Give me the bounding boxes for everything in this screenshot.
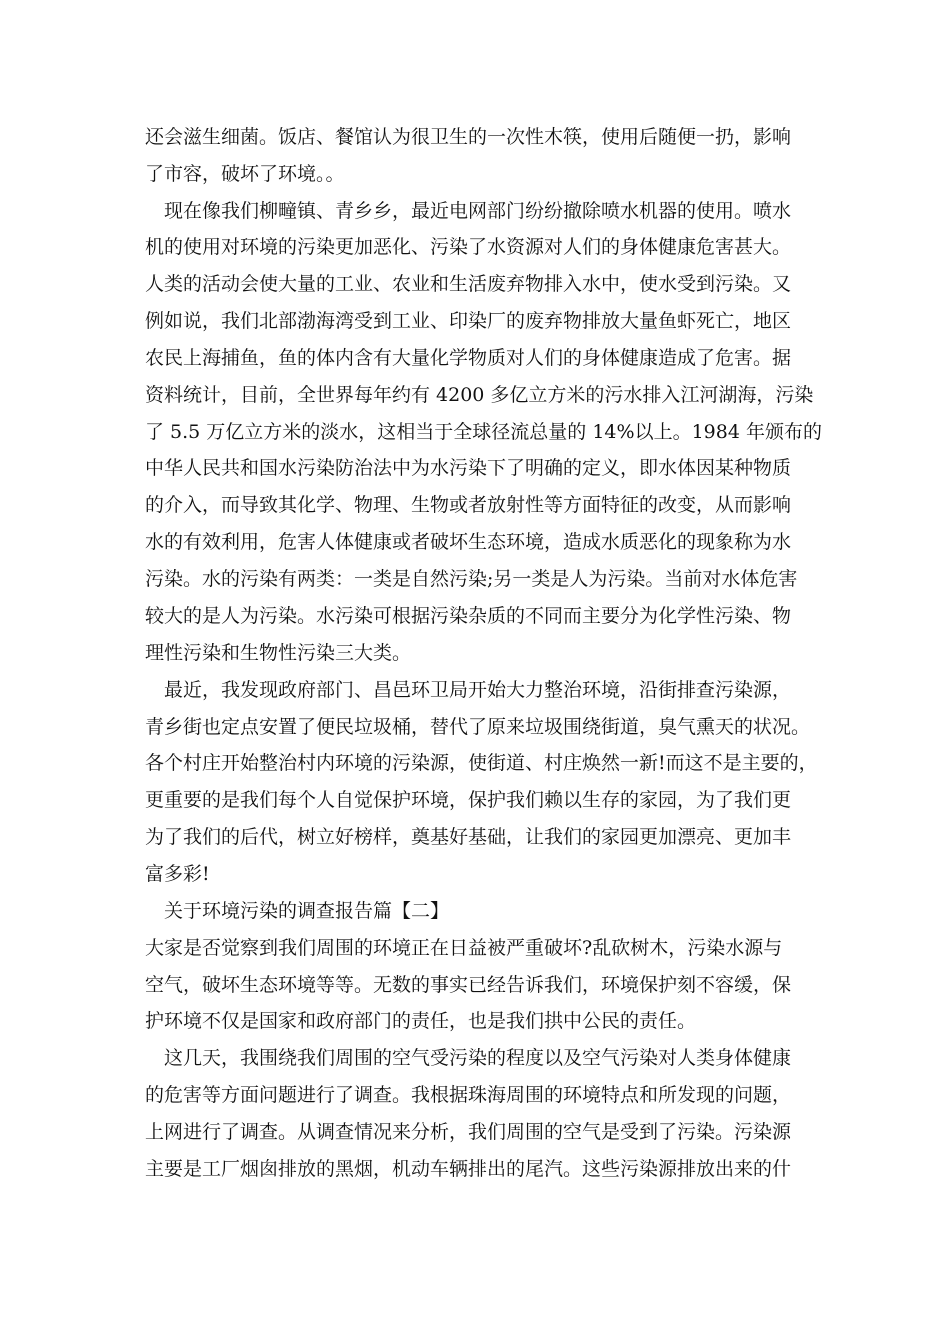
text-line: 这几天，我围绕我们周围的空气受污染的程度以及空气污染对人类身体健康: [145, 1047, 792, 1069]
text-line: 较大的是人为污染。水污染可根据污染杂质的不同而主要分为化学性污染、物: [145, 605, 792, 627]
text-line: 还会滋生细菌。饭店、餐馆认为很卫生的一次性木筷，使用后随便一扔，影响: [145, 126, 792, 148]
text-line: 理性污染和生物性污染三大类。: [145, 642, 412, 664]
text-line: 青乡街也定点安置了便民垃圾桶，替代了原来垃圾围绕街道，臭气熏天的状况。: [145, 716, 811, 738]
text-line: 人类的活动会使大量的工业、农业和生活废弃物排入水中，使水受到污染。又: [145, 273, 792, 295]
text-line: 护环境不仅是国家和政府部门的责任，也是我们拱中公民的责任。: [145, 1010, 697, 1032]
text-line: 的危害等方面问题进行了调查。我根据珠海周围的环境特点和所发现的问题，: [145, 1084, 792, 1106]
text-line: 的介入，而导致其化学、物理、生物或者放射性等方面特征的改变，从而影响: [145, 494, 792, 516]
text-line: 了市容，破坏了环境。。: [145, 163, 345, 185]
text-line: 农民上海捕鱼，鱼的体内含有大量化学物质对人们的身体健康造成了危害。据: [145, 347, 792, 369]
text-line: 例如说，我们北部渤海湾受到工业、印染厂的废弃物排放大量鱼虾死亡，地区: [145, 310, 792, 332]
text-line: 为了我们的后代，树立好榜样，奠基好基础，让我们的家园更加漂亮、更加丰: [145, 826, 792, 848]
text-line: 了 5.5 万亿立方米的淡水，这相当于全球径流总量的 14%以上。1984 年颁布的: [145, 421, 822, 443]
text-line: 空气，破坏生态环境等等。无数的事实已经告诉我们，环境保护刻不容缓，保: [145, 974, 792, 996]
text-line: 现在像我们柳疃镇、青乡乡，最近电网部门纷纷撤除喷水机器的使用。喷水: [145, 200, 792, 222]
text-line: 上网进行了调查。从调查情况来分析，我们周围的空气是受到了污染。污染源: [145, 1121, 792, 1143]
text-line: 大家是否觉察到我们周围的环境正在日益被严重破坏?乱砍树木，污染水源与: [145, 937, 783, 959]
text-line: 机的使用对环境的污染更加恶化、污染了水资源对人们的身体健康危害甚大。: [145, 236, 792, 258]
text-line: 中华人民共和国水污染防治法中为水污染下了明确的定义，即水体因某种物质: [145, 457, 792, 479]
text-line: 资料统计，目前，全世界每年约有 4200 多亿立方米的污水排入江河湖海，污染: [145, 384, 814, 406]
text-line: 富多彩!: [145, 863, 210, 885]
text-line: 更重要的是我们每个人自觉保护环境，保护我们赖以生存的家园，为了我们更: [145, 789, 792, 811]
text-line: 主要是工厂烟囱排放的黑烟，机动车辆排出的尾汽。这些污染源排放出来的什: [145, 1158, 792, 1180]
text-line: 水的有效利用，危害人体健康或者破坏生态环境，造成水质恶化的现象称为水: [145, 531, 792, 553]
text-line: 各个村庄开始整治村内环境的污染源，使街道、村庄焕然一新!而这不是主要的，: [145, 752, 818, 774]
text-line: 污染。水的污染有两类：一类是自然污染;另一类是人为污染。当前对水体危害: [145, 568, 798, 590]
section-heading: 关于环境污染的调查报告篇【二】: [145, 900, 450, 922]
text-line: 最近，我发现政府部门、昌邑环卫局开始大力整治环境，沿街排查污染源，: [145, 679, 792, 701]
